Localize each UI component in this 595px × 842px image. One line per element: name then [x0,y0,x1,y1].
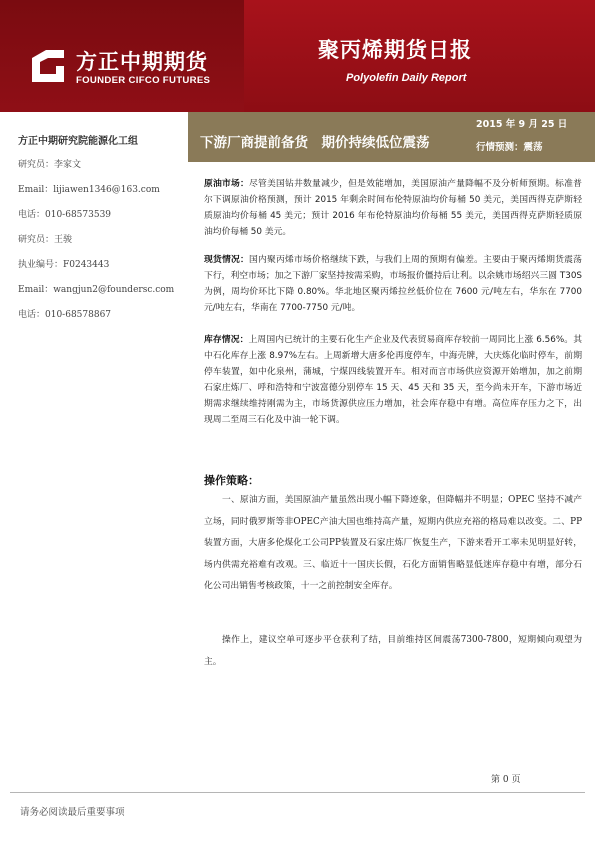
spot-market-section [204,252,582,316]
inventory-label: 库存情况： [204,335,249,345]
spot-market-label: 现货情况： [204,255,250,265]
analyst-1-name: 研究员：李家文 [18,160,82,170]
analyst-2-email: Email：wangjun2@foundersc.com [18,285,175,295]
report-title: 聚丙烯期货日报 [318,38,472,62]
spot-market-text: 国内聚丙烯市场价格继续下跌，与我们上周的预期有偏差。主要由于聚丙烯期货震荡下行，利空市场；加之下游厂家坚持按需采购，市场报价僵持后让利。以余姚市场绍兴三圆 T30S 为例，周均价环比下降 0.80%。华北地区聚丙烯拉丝低价位在 7600 元/吨左右，华东在 7700 元/吨左右，华南在 7700-7750 元/吨。 [204,255,582,313]
report-subtitle: Polyolefin Daily Report [346,72,467,84]
crude-oil-label: 原油市场： [204,179,250,189]
founder-logo-icon [30,48,66,84]
page-number: 第 0 页 [491,775,521,785]
research-group-name: 方正中期研究院能源化工组 [18,136,138,147]
strategy-paragraph-1: 一、原油方面，美国原油产量虽然出现小幅下降迹象，但降幅并不明显；OPEC 坚持不减产立场，同时俄罗斯等非OPEC产油大国也维持高产量，短期内供应充裕的格局难以改变。二、PP装置方面，大唐多伦煤化工公司PP装置及石家庄炼厂恢复生产，下游来看开工率未见明显好转，场内供需充裕难有改观。三、临近十一国庆长假，石化方面销售略显低迷库存稳中有增，部分石化公司出销售考核政策，十一之前控制安全库存。 [204,495,582,591]
report-date: 2015 年 9 月 25 日 [476,119,568,130]
logo-english-name: FOUNDER CIFCO FUTURES [76,75,211,86]
analyst-2-license: 执业编号：F0243443 [18,260,110,270]
crude-oil-section [204,176,582,240]
footer-divider [10,792,585,793]
disclaimer-note: 请务必阅读最后重要事项 [20,807,125,818]
analyst-2-phone: 电话：010-68578867 [18,310,112,320]
analyst-1-phone: 电话：010-68573539 [18,210,112,220]
strategy-paragraph-2: 操作上，建议空单可逐步平仓获利了结，目前维持区间震荡7300-7800，短期倾向观望为主。 [204,635,582,667]
inventory-text: 上周国内已统计的主要石化生产企业及代表贸易商库存较前一周同比上涨 6.56%。其中石化库存上涨 8.97%左右。上周新增大唐多伦再度停车，中海壳牌，大庆炼化临时停车，前期停车装置，如中化泉州，蒲城，宁煤四线装置开车。相对而言市场供应资源开始增加，加之前期石家庄炼厂、呼和浩特和宁波富德分别停车 15 天、45 天和 35 天，至今尚未开车，下游市场近期需求继续维持刚需为主，市场货源供应压力增加，社会库存稳中有增。高位库存压力之下，出现周二至周三石化及中油一轮下调。 [204,335,582,425]
headline-title: 下游厂商提前备货 期价持续低位震荡 [200,135,430,151]
market-forecast: 行情预测：震荡 [476,142,543,153]
inventory-section [204,332,582,428]
analyst-1-email: Email：lijiawen1346@163.com [18,185,160,195]
strategy-heading: 操作策略： [204,474,259,487]
crude-oil-text: 尽管美国钻井数量减少，但是效能增加，美国原油产量降幅不及分析师预期。标准普尔下调原油价格预测，预计 2015 年剩余时间布伦特原油均价每桶 50 美元，美国西得克萨斯轻质原油均价每桶 45 美元；预计 2016 年布伦特原油均价每桶 55 美元，美国西得克萨斯轻质原油均价每桶 50 美元。 [204,179,582,237]
analyst-2-name: 研究员：王骏 [18,235,73,245]
logo-chinese-name: 方正中期期货 [76,50,208,74]
